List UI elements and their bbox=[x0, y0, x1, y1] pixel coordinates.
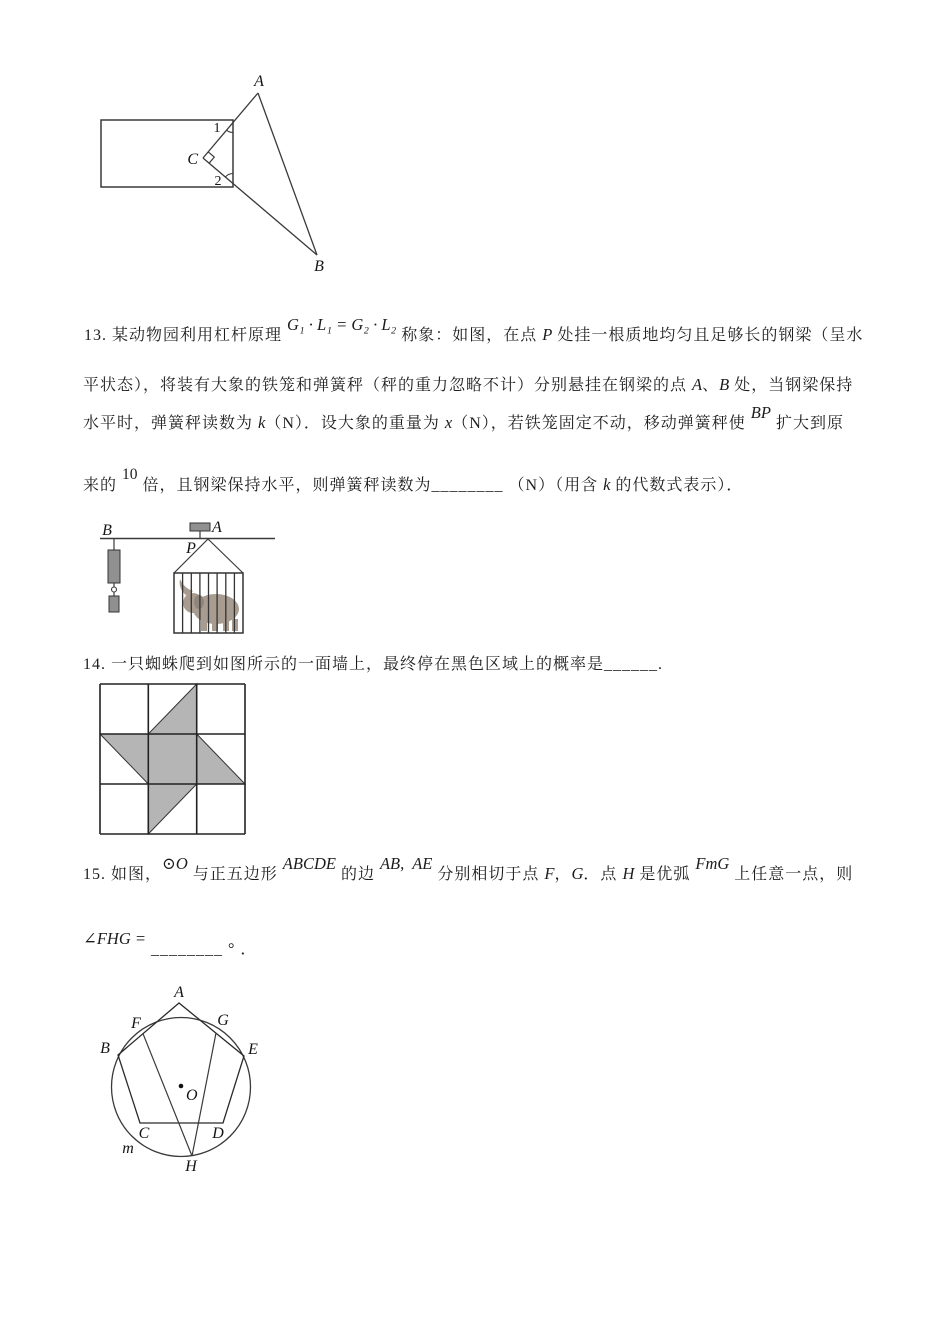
problem-15-line-2: ∠FHG = ________ ° ． bbox=[83, 929, 258, 958]
scale-hook-ring bbox=[112, 587, 117, 592]
label-E: E bbox=[248, 1041, 258, 1058]
problem-13-line-3: 水平时，弹簧秤读数为 k（N）．设大象的重量为 x（N），若铁笼固定不动，移动弹簧秤使 BP 扩大到原 bbox=[83, 403, 844, 432]
label-F: F bbox=[131, 1015, 141, 1032]
label-C: C bbox=[187, 151, 198, 168]
right-angle-mark bbox=[208, 152, 214, 163]
label-m: m bbox=[122, 1140, 134, 1157]
label-B: B bbox=[102, 522, 112, 539]
label-H: H bbox=[185, 1158, 197, 1175]
problem-13-line-1: 13. 某动物园利用杠杆原理 G₁ · L₁ = G₂ · L₂ 称象：如图，在点 P 处挂一根质地均匀且足够长的钢梁（呈水 bbox=[84, 315, 864, 344]
angle-1-arc bbox=[227, 130, 233, 132]
spring-scale-body bbox=[108, 550, 120, 583]
cage-string-right bbox=[208, 539, 243, 573]
center-dot bbox=[179, 1084, 184, 1089]
figure-star-grid bbox=[98, 682, 253, 840]
label-P: P bbox=[186, 540, 196, 557]
label-B: B bbox=[100, 1040, 110, 1057]
figure-circle-pentagon bbox=[95, 980, 275, 1190]
label-A: A bbox=[254, 73, 264, 90]
problem-15-line-1: 15. 如图，⊙O 与正五边形 ABCDE 的边 AB, AE 分别相切于点 F，G．点 H 是优弧 FmG 上任意一点，则 bbox=[83, 854, 854, 883]
label-B: B bbox=[314, 258, 324, 275]
label-G: G bbox=[217, 1012, 229, 1029]
label-angle-2: 2 bbox=[214, 174, 222, 189]
segment-FH bbox=[143, 1034, 192, 1156]
angle-2-arc bbox=[225, 174, 233, 178]
problem-13-line-4: 来的 10 倍，且钢梁保持水平，则弹簧秤读数为________ （N）（用含 k 的代数式表示）． bbox=[83, 466, 744, 494]
support-block bbox=[190, 523, 210, 531]
problem-13-line-2: 平状态），将装有大象的铁笼和弹簧秤（秤的重力忽略不计）分别悬挂在钢梁的点 A、B 处，当钢梁保持 bbox=[83, 375, 854, 394]
weight-block bbox=[109, 596, 119, 612]
problem-14-line-1: 14. 一只蜘蛛爬到如图所示的一面墙上，最终停在黑色区域上的概率是______. bbox=[83, 656, 664, 673]
label-A: A bbox=[212, 519, 222, 536]
shaded-star-region bbox=[100, 684, 245, 834]
figure-lever-elephant bbox=[95, 516, 295, 651]
label-O: O bbox=[186, 1087, 198, 1104]
label-D: D bbox=[212, 1125, 224, 1142]
figure-rectangle-triangle bbox=[90, 70, 340, 280]
segment-AC bbox=[203, 93, 258, 158]
label-C: C bbox=[138, 1125, 150, 1142]
label-angle-1: 1 bbox=[213, 121, 221, 136]
elephant-illustration bbox=[180, 579, 239, 631]
label-A: A bbox=[174, 984, 184, 1001]
